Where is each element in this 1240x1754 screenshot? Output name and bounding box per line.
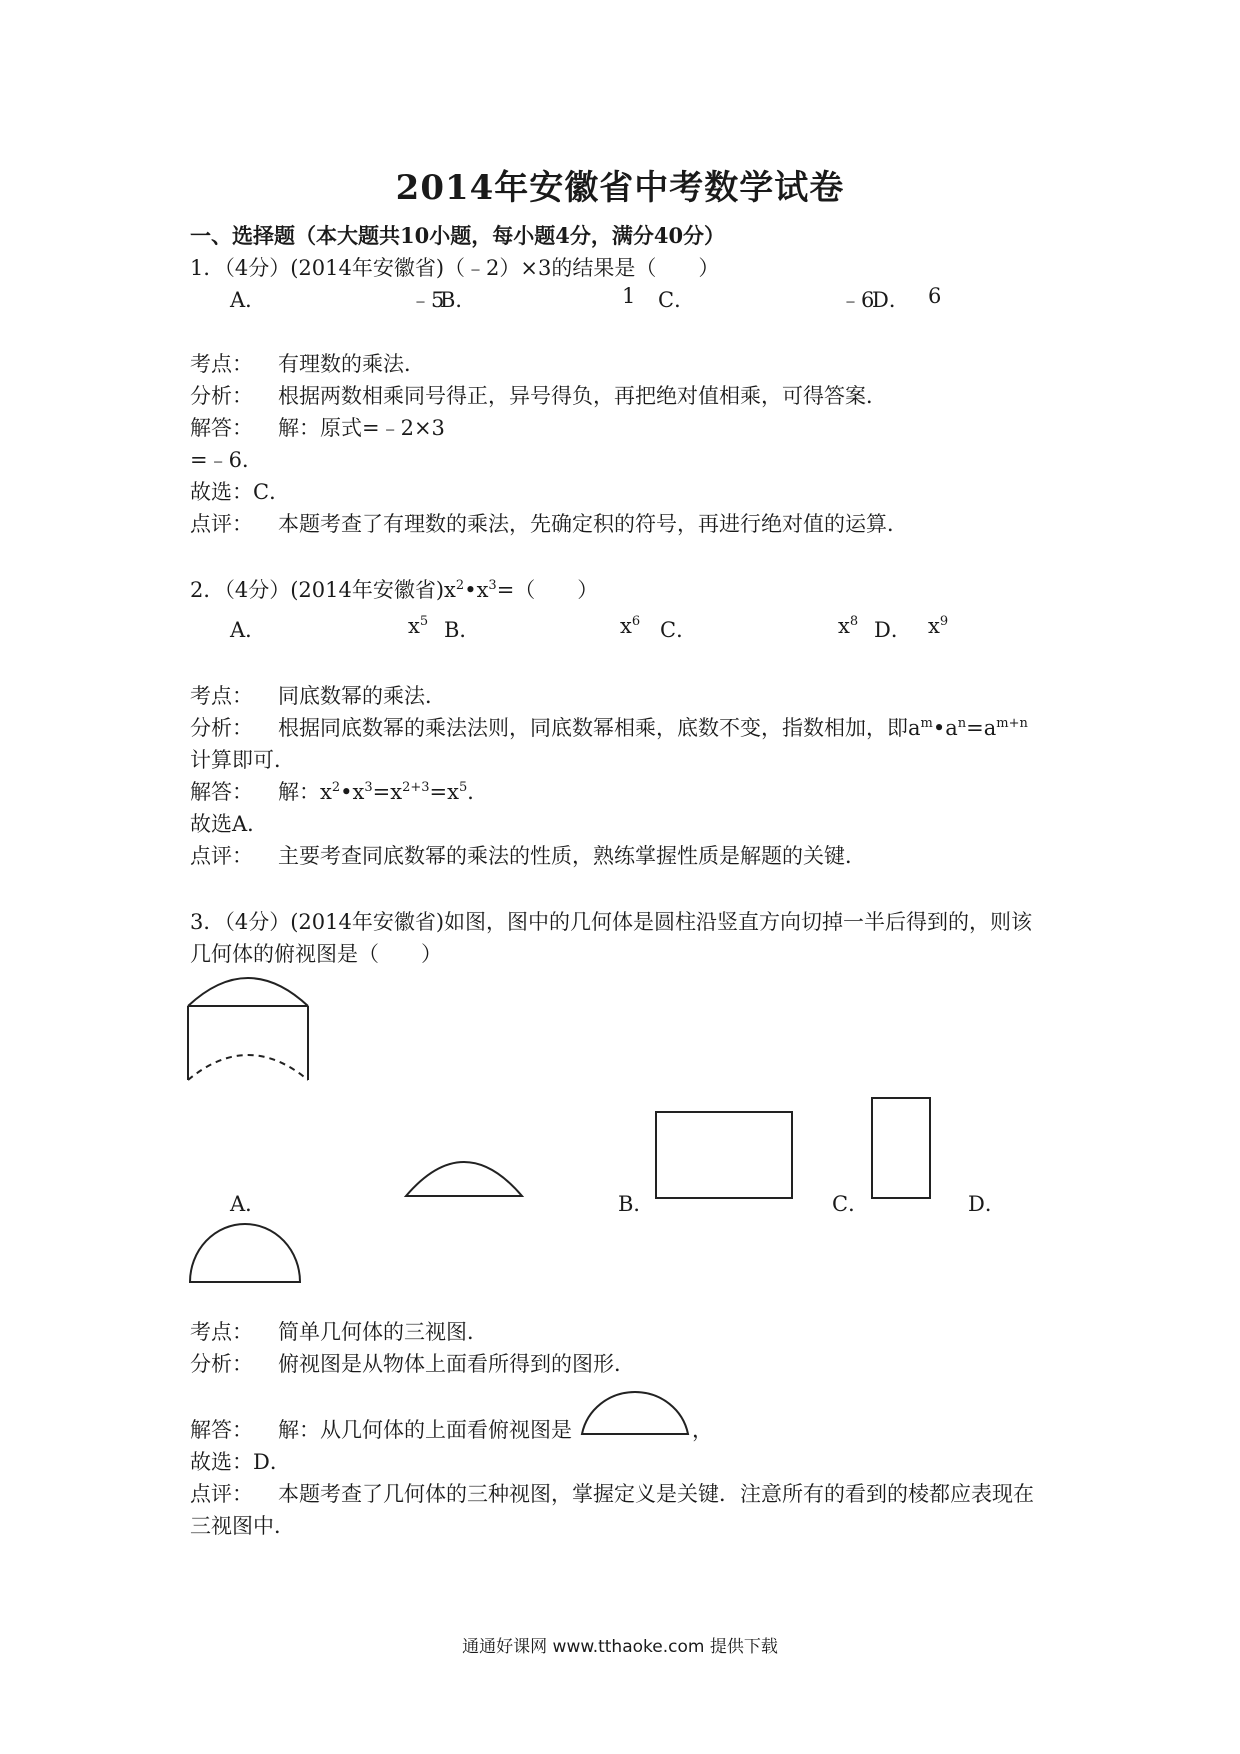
- kaodian-text: 有理数的乘法．: [278, 352, 425, 376]
- jieda-exp: 2: [331, 780, 341, 795]
- q3-option-d-figure: [188, 1220, 302, 1286]
- q3-option-b: B．: [618, 1192, 655, 1216]
- q1-jieda-result: =﹣6．: [190, 448, 263, 472]
- q2-exp: 5: [419, 614, 429, 629]
- q1-option-c-value: ﹣6: [840, 288, 875, 312]
- jieda-text: 解：x: [278, 780, 332, 804]
- dianping-text: 主要考查同底数幂的乘法的性质，熟练掌握性质是解题的关键．: [278, 844, 866, 868]
- q2-option-a: A．: [230, 618, 267, 642]
- jieda-text: 解：从几何体的上面看俯视图是: [278, 1418, 572, 1442]
- fenxi-exp: m: [920, 716, 933, 731]
- q2-option-d-value: [928, 614, 948, 638]
- q1-option-b: B．: [440, 288, 477, 312]
- q2-base: x: [408, 614, 420, 638]
- fenxi-text: =a: [966, 716, 997, 740]
- kaodian-label: 考点：: [190, 352, 253, 376]
- q2-exp: 3: [488, 578, 497, 593]
- kaodian-label: 考点：: [190, 684, 253, 708]
- q2-base: x: [838, 614, 850, 638]
- page-title: 2014年安徽省中考数学试卷: [395, 168, 845, 208]
- q3-dianping-cont: 三视图中．: [190, 1514, 295, 1538]
- q2-jieda: [190, 776, 488, 806]
- q2-base: x: [928, 614, 940, 638]
- q3-option-d: D．: [968, 1192, 1006, 1216]
- q3-answer: 故选：D．: [190, 1450, 291, 1474]
- q2-base: x: [620, 614, 632, 638]
- q3-option-a-figure: [404, 1150, 524, 1200]
- fenxi-text: 俯视图是从物体上面看所得到的图形．: [278, 1352, 635, 1376]
- q2-exp: 8: [849, 614, 859, 629]
- fenxi-label: 分析：: [190, 1352, 253, 1376]
- q3-option-a: A．: [230, 1192, 267, 1216]
- q1-answer: 故选：C．: [190, 480, 291, 504]
- q2-stem: [190, 574, 598, 604]
- q2-option-b: B．: [444, 618, 481, 642]
- q3-option-c: C．: [832, 1192, 870, 1216]
- q1-stem: 1．（4分）(2014年安徽省)（﹣2）×3的结果是（ ）: [190, 256, 720, 280]
- jieda-text: •x: [340, 780, 365, 804]
- kaodian-label: 考点：: [190, 1320, 253, 1344]
- q1-fenxi: [190, 380, 887, 410]
- jieda-exp: 3: [364, 780, 373, 795]
- q1-kaodian: [190, 348, 425, 378]
- q2-exp: 9: [939, 614, 949, 629]
- q1-option-c: C．: [658, 288, 696, 312]
- page-footer: 通通好课网 www.tthaoke.com 提供下载: [462, 1637, 778, 1657]
- q3-jieda-end: ，: [692, 1418, 713, 1442]
- q2-stem-text: 2．（4分）(2014年安徽省)x: [190, 578, 456, 602]
- q3-fenxi: [190, 1348, 635, 1378]
- fenxi-label: 分析：: [190, 384, 253, 408]
- jieda-label: 解答：: [190, 780, 253, 804]
- q3-stem-line1: 3．（4分）(2014年安徽省)如图，图中的几何体是圆柱沿竖直方向切掉一半后得到的，则该: [190, 910, 1033, 934]
- q2-stem-end: =（ ）: [496, 578, 599, 602]
- q2-option-d: D．: [874, 618, 912, 642]
- half-cylinder-figure: [186, 970, 316, 1090]
- fenxi-label: 分析：: [190, 716, 253, 740]
- q2-fenxi: [190, 712, 1028, 742]
- q1-dianping: [190, 508, 908, 538]
- q1-jieda: [190, 412, 445, 442]
- q2-option-c-value: [838, 614, 858, 638]
- q3-dianping: [190, 1478, 1034, 1508]
- q2-option-c: C．: [660, 618, 698, 642]
- dianping-label: 点评：: [190, 512, 253, 536]
- jieda-text: =x: [429, 780, 459, 804]
- fenxi-text: 根据同底数幂的乘法法则，同底数幂相乘，底数不变，指数相加，即a: [278, 716, 921, 740]
- q1-option-a: A．: [230, 288, 267, 312]
- q2-answer: 故选A．: [190, 812, 269, 836]
- q3-answer-figure: [580, 1378, 692, 1438]
- dianping-label: 点评：: [190, 1482, 253, 1506]
- q3-jieda: [190, 1414, 572, 1444]
- q1-option-d: D．: [872, 288, 910, 312]
- jieda-label: 解答：: [190, 1418, 253, 1442]
- fenxi-text: •a: [932, 716, 958, 740]
- dianping-label: 点评：: [190, 844, 253, 868]
- q1-option-b-value: 1: [622, 284, 636, 308]
- q1-option-a-value: ﹣5: [410, 288, 445, 312]
- q3-option-c-figure: [870, 1096, 932, 1200]
- q2-option-b-value: [620, 614, 640, 638]
- fenxi-text: 根据两数相乘同号得正，异号得负，再把绝对值相乘，可得答案．: [278, 384, 887, 408]
- q3-kaodian: [190, 1316, 488, 1346]
- q2-kaodian: [190, 680, 446, 710]
- kaodian-text: 同底数幂的乘法．: [278, 684, 446, 708]
- jieda-exp: 5: [458, 780, 468, 795]
- q3-option-b-figure: [654, 1110, 794, 1200]
- dianping-text: 本题考查了几何体的三种视图，掌握定义是关键．注意所有的看到的棱都应表现在: [278, 1482, 1034, 1506]
- q2-exp: 2: [455, 578, 465, 593]
- q1-option-d-value: 6: [928, 284, 942, 308]
- fenxi-exp: n: [957, 716, 967, 731]
- q2-exp: 6: [631, 614, 641, 629]
- q2-stem-mid: •x: [464, 578, 489, 602]
- jieda-exp: 2+3: [402, 780, 430, 795]
- fenxi-exp: m+n: [996, 716, 1028, 731]
- q2-dianping: [190, 840, 866, 870]
- jieda-text: 解：原式=﹣2×3: [278, 416, 445, 440]
- q2-fenxi-cont: 计算即可．: [190, 748, 295, 772]
- q3-stem-line2: 几何体的俯视图是（ ）: [190, 942, 442, 966]
- kaodian-text: 简单几何体的三视图．: [278, 1320, 488, 1344]
- jieda-text: ．: [467, 780, 489, 804]
- jieda-label: 解答：: [190, 416, 253, 440]
- dianping-text: 本题考查了有理数的乘法，先确定积的符号，再进行绝对值的运算．: [278, 512, 908, 536]
- q2-option-a-value: [408, 614, 428, 638]
- jieda-text: =x: [372, 780, 403, 804]
- section-heading: 一、选择题（本大题共10小题，每小题4分，满分40分）: [190, 223, 726, 248]
